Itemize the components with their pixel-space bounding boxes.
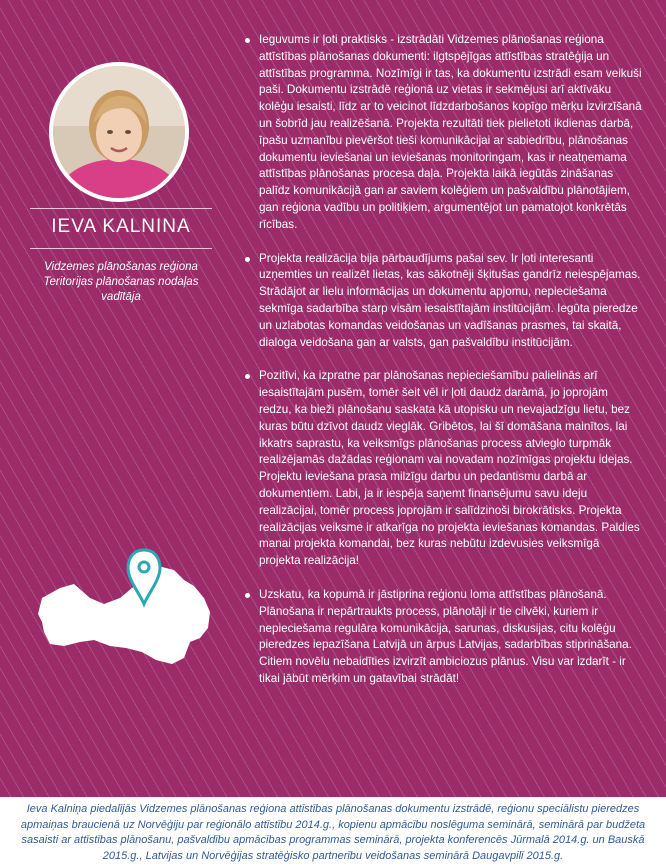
- list-item: [244, 251, 642, 352]
- latvia-map-shape: [38, 566, 210, 664]
- portrait-photo: [53, 66, 185, 198]
- bullet-dot-icon: [245, 374, 250, 379]
- footer-text: Ieva Kalniņa piedalījās Vidzemes plānošanas reģiona attīstības plānošanas dokumentu izstrādē, reģionu speciālistu pieredzes apmaiņas braucienā uz Norvēģiju par reģionālo attīstību 2014.g., kopienu apmācību noslēguma seminārā, seminārā par budžeta sasaisti ar attīstības plānošanu, pašvaldību apmācības programmas seminārā, projekta konferencēs Jūrmalā 2014.g. un Bauskā 2015.g., Latvijas un Norvēģijas stratēģisko partnerību veidošanas seminārā Daugavpilī 2015.g.: [20, 803, 646, 862]
- list-item: [244, 368, 642, 570]
- name-divider-bottom: [30, 248, 212, 249]
- footer-note: [0, 797, 666, 867]
- person-role: Vidzemes plānošanas reģiona Teritorijas plānošanas nodaļas vadītāja: [43, 261, 199, 303]
- name-divider-top: [30, 208, 212, 209]
- bullet-dot-icon: [245, 38, 250, 43]
- list-item-text: Projekta realizācija bija pārbaudījums pašai sev. Ir ļoti interesanti uzņemties un realizēt lietas, kas sākotnēji šķitušas gandrīz neiespējamas. Strādājot ar lielu informācijas un dokumentu apjomu, nepieciešama sekmīga sadarbība starp visām iesaistītajām institūcijām. Iegūta pieredze un uzlabotas komandas veidošanas un vadīšanas prasmes, tai skaitā, dialoga veidošana gan ar valsts, gan pašvaldību institūcijām.: [259, 251, 641, 349]
- latvia-map: [34, 548, 212, 666]
- avatar: [49, 62, 189, 202]
- bullet-dot-icon: [245, 257, 250, 262]
- list-item: [244, 32, 642, 234]
- list-item-text: Uzskatu, ka kopumā ir jāstiprina reģionu loma attīstības plānošanā. Plānošana ir nepārtraukts process, plānotāji ir tie cilvēki, kuriem ir nepieciešama regulāra komunikācija, sarunas, diskusijas, citu kolēģu pieredzes iepazīšana Latvijā un ārpus Latvijas, sadarbības stiprināšana. Citiem novēlu nebaidīties izvirzīt ambiciozus plānus. Visu var izdarīt - ir tikai jābūt mērķim un gatavībai strādāt!: [259, 587, 632, 685]
- list-item-text: Ieguvums ir ļoti praktisks - izstrādāti Vidzemes plānošanas reģiona attīstības plānošanas dokumenti: ilgtspējīgas attīstības stratēģija un attīstības programma. Nozīmīgi ir tas, ka dokumentu izstrādi esam veikuši paši. Dokumentu izstrādē reģionā uz vietas ir sekmējusi arī aktīvāku kolēģu iesaisti, līdz ar to veicinot līdzdarbošanos kopīgo mērķu izvirzīšanā un šobrīd jau realizēšanā. Projekta rezultāti tiek pielietoti ikdienas darbā, īpašu uzmanību pievēršot tieši komunikācijai ar sabiedrību, plānošanas dokumentu ieviešanai un ieviešanas monitoringam, kas ir neatņemama attīstības plānošanas procesa daļa. Projekta laikā iegūtās zināšanas palīdz komunikācijā gan ar saviem kolēģiem un pašvaldību plānotājiem, gan reģiona vadību un politiķiem, argumentējot un pamatojot konkrētās rīcības.: [259, 33, 642, 231]
- testimonial-list: [244, 32, 642, 705]
- bullet-dot-icon: [245, 593, 250, 598]
- person-name: IEVA KALNINA: [51, 216, 191, 237]
- list-item-text: Pozitīvi, ka izpratne par plānošanas nepieciešamību palielinās arī iesaistītajām pusēm, tomēr šeit vēl ir ļoti daudz darāmā, jo joprojām redzu, ka bieži plānošanu saskata kā utopisku un nevajadzīgu lietu, bez kuras būtu dzīvot daudz vieglāk. Gribētos, lai šī domāšana mainītos, lai ikkatrs saprastu, ka veiksmīgs plānošanas process atvieglo turpmāk realizējamās dažādas reģionam vai novadam nozīmīgas projektu idejas. Projektu ieviešana prasa milzīgu darbu un pedantismu darbā ar dokumentiem. Labi, ja ir iespēja saņemt finansējumu savu ideju realizācijai, tomēr process joprojām ir salīdzinoši birokrātisks. Projekta realizācijas veiksme ir atkarīga no projekta ieviešanas komandas. Paldies manai projekta komandai, bez kuras nebūtu izdevusies veiksmīgā projekta realizācija!: [259, 369, 640, 568]
- list-item: [244, 587, 642, 688]
